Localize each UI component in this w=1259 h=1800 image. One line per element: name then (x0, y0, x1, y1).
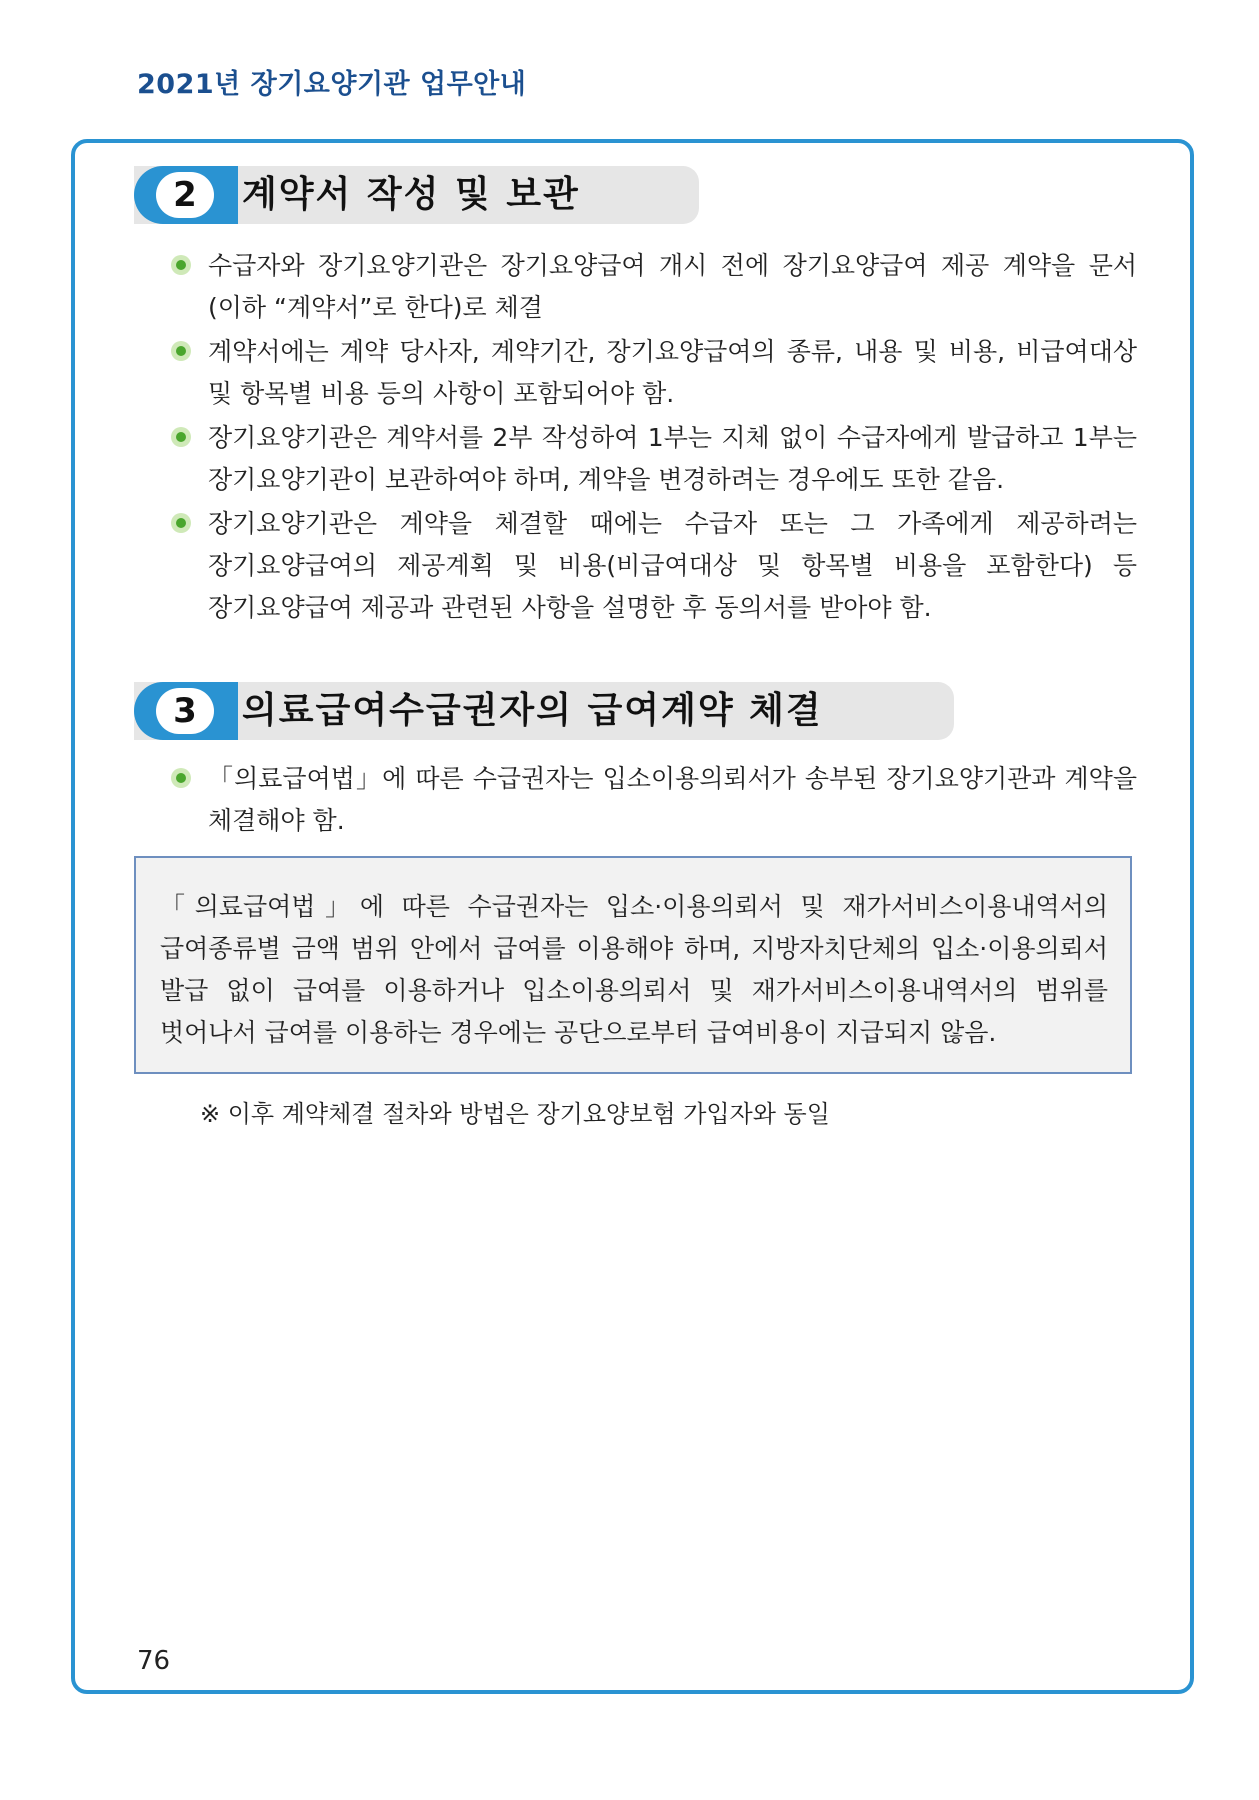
section-2-title: 계약서 작성 및 보관 (242, 174, 580, 215)
bullet-icon (171, 341, 191, 361)
footnote: ※ 이후 계약체결 절차와 방법은 장기요양보험 가입자와 동일 (200, 1100, 830, 1128)
bullet-icon (171, 768, 191, 788)
bullet-icon (171, 255, 191, 275)
list-item (171, 758, 1137, 842)
list-item (171, 503, 1137, 629)
list-item (171, 331, 1137, 415)
running-header: 2021년 장기요양기관 업무안내 (137, 69, 527, 100)
bullet-text: 수급자와 장기요양기관은 장기요양급여 개시 전에 장기요양급여 제공 계약을 문서(이하 “계약서”로 한다)로 체결 (208, 251, 1137, 322)
bullet-icon (171, 513, 191, 533)
section-2-number: 2 (156, 172, 214, 218)
page-number: 76 (137, 1646, 171, 1676)
note-text: 「의료급여법」에 따른 수급권자는 입소·이용의뢰서 및 재가서비스이용내역서의 급여종류별 금액 범위 안에서 급여를 이용해야 하며, 지방자치단체의 입소·이용의뢰서 발급 없이 급여를 이용하거나 입소이용의뢰서 및 재가서비스이용내역서의 범위를 벗어나서 급여를 이용하는 경우에는 공단으로부터 급여비용이 지급되지 않음. (160, 892, 1108, 1047)
list-item (171, 417, 1137, 501)
section-2-heading (134, 166, 699, 224)
bullet-text: 장기요양기관은 계약서를 2부 작성하여 1부는 지체 없이 수급자에게 발급하고 1부는 장기요양기관이 보관하여야 하며, 계약을 변경하려는 경우에도 또한 같음. (208, 423, 1137, 494)
bullet-icon (171, 427, 191, 447)
section-3-bullets (171, 758, 1137, 844)
list-item (171, 245, 1137, 329)
section-2-bullets (171, 245, 1137, 631)
bullet-text: 「의료급여법」에 따른 수급권자는 입소이용의뢰서가 송부된 장기요양기관과 계약을 체결해야 함. (208, 764, 1137, 835)
bullet-text: 장기요양기관은 계약을 체결할 때에는 수급자 또는 그 가족에게 제공하려는 장기요양급여의 제공계획 및 비용(비급여대상 및 항목별 비용을 포함한다) 등 장기요양급여 제공과 관련된 사항을 설명한 후 동의서를 받아야 함. (208, 509, 1137, 622)
note-box (134, 856, 1132, 1074)
section-3-heading (134, 682, 954, 740)
section-3-number: 3 (156, 688, 214, 734)
section-3-title: 의료급여수급권자의 급여계약 체결 (242, 690, 823, 731)
bullet-text: 계약서에는 계약 당사자, 계약기간, 장기요양급여의 종류, 내용 및 비용, 비급여대상 및 항목별 비용 등의 사항이 포함되어야 함. (208, 337, 1137, 408)
